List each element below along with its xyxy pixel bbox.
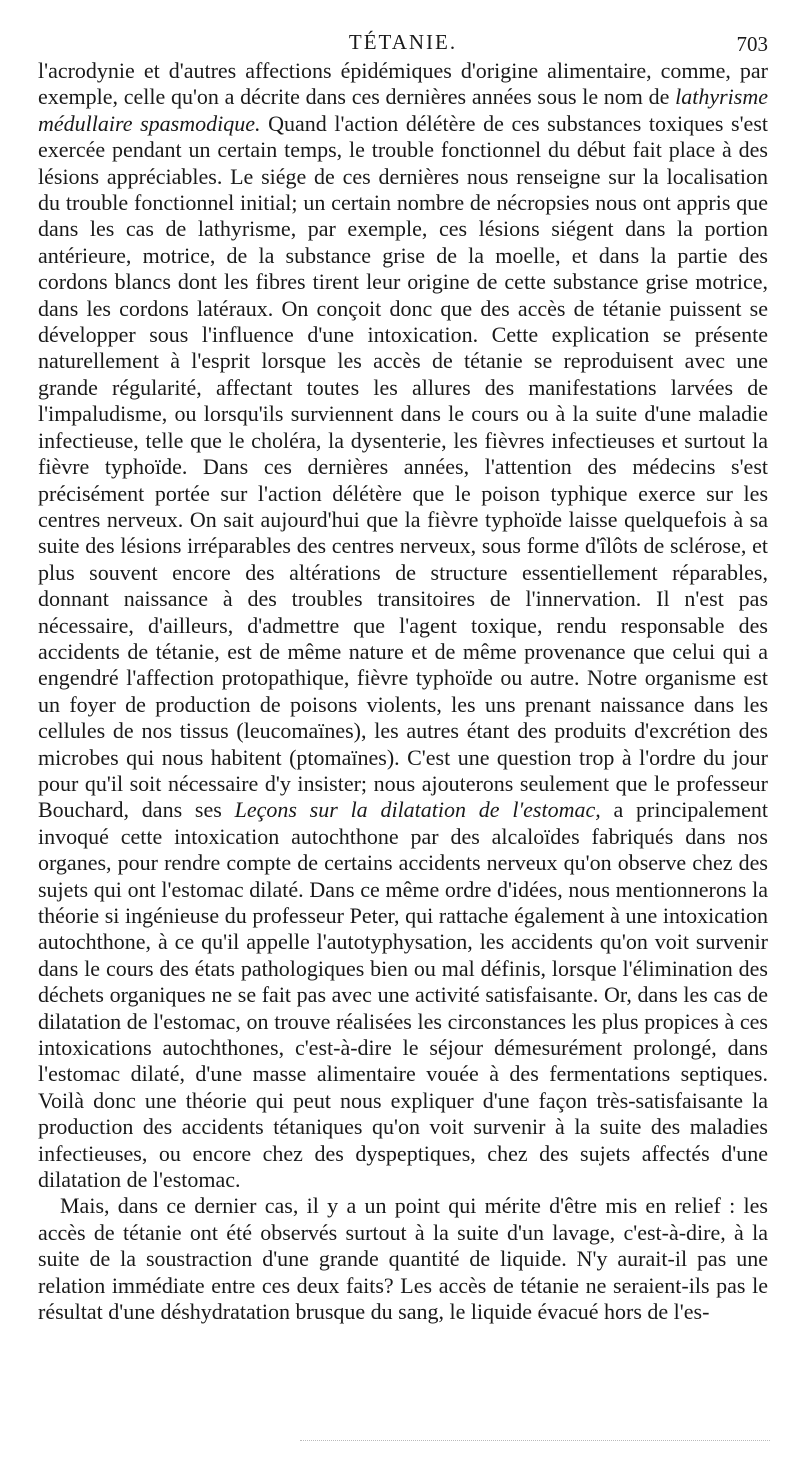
page-number: 703: [736, 32, 768, 56]
paragraph: [38, 1193, 768, 1325]
running-title: TÉTANIE.: [348, 30, 458, 54]
page-header: [38, 18, 768, 58]
text-segment: a principalement invoqué cette intoxication autochthone par des alcaloïdes fabriqués dans nos organes, pour rendre compte de certains accidents nerveux qu'on observe chez des sujets qui ont l'estomac dilaté. Dans ce même ordre d'idées, nous mentionnerons la théorie si ingénieuse du professeur Peter, qui rattache également à une intoxication autochthone, à ce qu'il appelle l'autotyphysation, les accidents qu'on voit survenir dans le cours des états pathologiques bien ou mal définis, lorsque l'élimination des déchets organiques ne se fait pas avec une activité satisfaisante. Or, dans les cas de dilatation de l'estomac, on trouve réalisées les circonstances les plus propices à ces intoxications autochthones, c'est-à-dire le séjour démesurément prolongé, dans l'estomac dilaté, d'une masse alimentaire vouée à des fermentations septiques. Voilà donc une théorie qui peut nous expliquer d'une façon très-satisfaisante la production des accidents tétaniques qu'on voit survenir à la suite des maladies infectieuses, ou encore chez des dyspeptiques, chez des sujets affectés d'une dilatation de l'estomac.: [38, 797, 769, 1193]
text-segment: Mais, dans ce dernier cas, il y a un point qui mérite d'être mis en relief : les accès de tétanie ont été observés surtout à la suite d'un lavage, c'est-à-dire, à la suite de la soustraction d'une grande quantité de liquide. N'y aurait-il pas une relation immédiate entre ces deux faits? Les accès de tétanie ne seraient-ils pas le résultat d'une déshydratation brusque du sang, le liquide évacué hors de l'es-: [38, 1193, 768, 1325]
paragraph: [38, 58, 768, 1193]
italic-text-segment: lathyrisme médullaire spasmodique.: [38, 84, 768, 136]
footer-scan-marks: [300, 1440, 770, 1445]
italic-text-segment: Leçons sur la dilatation de l'estomac,: [234, 797, 601, 823]
body-text: [38, 58, 768, 1326]
text-segment: Quand l'action délétère de ces substances toxiques s'est exercée pendant un certain temps, le trouble fonctionnel du début fait place à des lésions appréciables. Le siége de ces dernières nous renseigne sur la localisation du trouble fonctionnel initial; un certain nombre de nécropsies nous ont appris que dans les cas de lathyrisme, par exemple, ces lésions siégent dans la portion antérieure, motrice, de la substance grise de la moelle, et dans la partie des cordons blancs dont les fibres tirent leur origine de cette substance grise motrice, dans les cordons latéraux. On conçoit donc que des accès de tétanie puissent se développer sous l'influence d'une intoxication. Cette explication se présente naturellement à l'esprit lorsque les accès de tétanie se reproduisent avec une grande régularité, affectant toutes les allures des manifestations larvées de l'impaludisme, ou lorsqu'ils surviennent dans le cours ou à la suite d'une maladie infectieuse, telle que le choléra, la dysenterie, les fièvres infectieuses et surtout la fièvre typhoïde. Dans ces dernières années, l'attention des médecins s'est précisément portée sur l'action délétère que le poison typhique exerce sur les centres nerveux. On sait aujourd'hui que la fièvre typhoïde laisse quelquefois à sa suite des lésions irréparables des centres nerveux, sous forme d'îlôts de sclérose, et plus souvent encore des altérations de structure essentiellement réparables, donnant naissance à des troubles transitoires de l'innervation. Il n'est pas nécessaire, d'ailleurs, d'admettre que l'agent toxique, rendu responsable des accidents de tétanie, est de même nature et de même provenance que celui qui a engendré l'affection protopathique, fièvre typhoïde ou autre. Notre organisme est un foyer de production de poisons violents, les uns prenant naissance dans les cellules de nos tissus (leucomaïnes), les autres étant des produits d'excrétion des microbes qui nous habitent (ptomaïnes). C'est une question trop à l'ordre du jour pour qu'il soit nécessaire d'y insister; nous ajouterons seulement que le professeur Bouchard, dans ses: [38, 110, 768, 823]
book-page: [38, 18, 768, 1326]
text-segment: l'acrodynie et d'autres affections épidémiques d'origine alimentaire, comme, par exemple, celle qu'on a décrite dans ces dernières années sous le nom de: [38, 58, 768, 110]
